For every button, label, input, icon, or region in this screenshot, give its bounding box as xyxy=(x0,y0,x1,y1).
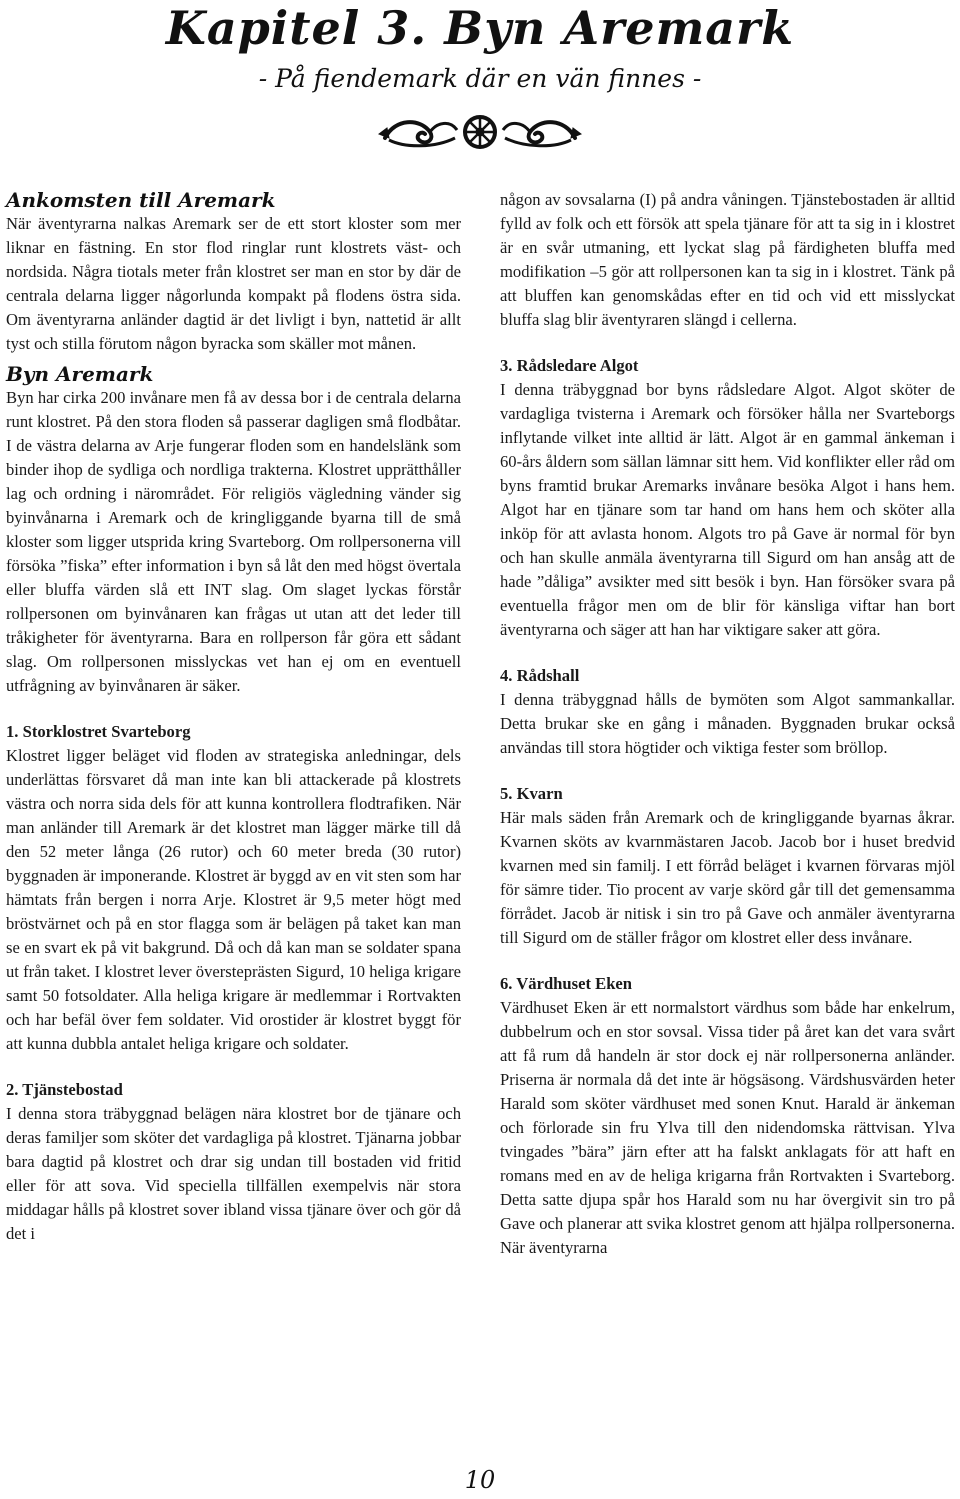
page-number: 10 xyxy=(464,1466,496,1494)
ornament-divider-icon xyxy=(375,108,585,156)
chapter-title: Kapitel 3. Byn Aremark xyxy=(165,1,795,55)
paragraph-location-2a: I denna stora träbyggnad belägen nära klostret bor de tjänare och deras familjer som sköter det vardagliga på klostret. Tjänarna jobbar bara dagtid på klostret och drar sig undan till bostaden vid fritid eller för att sova. Vid speciella tillfällen exempelvis när stora middagar hålls på klostret sover ibland vissa tjänare över och gör då det i xyxy=(6,1104,461,1243)
chapter-subtitle: - På fiendemark där en vän finnes - xyxy=(258,64,702,93)
paragraph-location-1: Klostret ligger beläget vid floden av strategiska anledningar, dels underlättas försvaret då man inte kan bli attackerade på klostrets västra och norra sida dels för att kunna kontrollera flodtrafiken. När man anländer till Aremark är det klostret man lägger märke till då den 52 meter långa (26 rutor) och 60 meter breda (30 rutor) byggnaden är imponerande. Klostret är byggd av en vit sten som har hämtats från bergen i norra Arje. Klostret är 9,5 meter högt med bröstvärnet och på en stor flagga som är belägen på taket kan man se en svart ek på vit bakgrund. Då och då kan man se soldater spana ut från taket. I klostret lever översteprästen Sigurd, 10 heliga krigare samt 50 fotsoldater. Alla heliga krigare är medlemmar i Rortvakten och har befäl över fem soldater. Vid orostider är klostret byggt för att kunna dubbla antalet heliga krigare och soldater. xyxy=(6,746,461,1053)
paragraph-village: Byn har cirka 200 invånare men få av dessa bor i de centrala delarna runt klostret. På den stora floden så passerar dagligen små flodbåtar. I de västra delarna av Arje fungerar floden som en handelslänk som binder ihop de sydliga och nordliga trakterna. Klostret upprätthåller lag och ordning i närområdet. För religiös vägledning vänder sig byinvånarna i Aremark och de kringliggande byarna till de små kloster som ligger utsprida kring Svarteborg. Om rollpersonerna vill försöka ”fiska” efter information i byn så låt den med högst övertala eller bluffa värden slå ett INT slag. Om slaget lyckas förstår rollpersonen om byinvånaren kan frågas ut utan att det leder till tråkigheter för äventyrarna. Bara en rollperson får göra ett sådant slag. Om rollpersonen misslyckas vet han ej om en eventuell utfrågning av byinvånaren är säker. xyxy=(6,388,461,695)
location-heading-1: 1. Storklostret Svarteborg xyxy=(6,722,191,741)
section-heading-arrival: Ankomsten till Aremark xyxy=(6,188,276,212)
paragraph-arrival: När äventyrarna nalkas Aremark ser de ett stort kloster som mer liknar en fästning. En stor flod ringlar runt klostrets väst- och nordsida. Några tiotals meter från klostret ser man en stor by där de centrala delarna ligger någorlunda kompakt på flodens östra sida. Om äventyrarna anländer dagtid är det livligt i byn, nattetid är allt tyst och stilla förutom någon byracka som skäller mot månen. xyxy=(6,214,461,353)
right-column xyxy=(500,188,955,1260)
location-heading-4: 4. Rådshall xyxy=(500,666,580,685)
location-heading-5: 5. Kvarn xyxy=(500,784,563,803)
location-heading-2: 2. Tjänstebostad xyxy=(6,1080,123,1099)
paragraph-location-6: Värdhuset Eken är ett normalstort värdhus som både har enkelrum, dubbelrum och en stor sovsal. Vissa tider på året kan det vara svårt att få rum då handeln är stor dock ej när rollpersonerna anländer. Priserna är normala då det inte är högsäsong. Värdshusvärden heter Harald som sköter värdhuset med sonen Knut. Harald är änkeman och förlorade sin fru Ylva till den nidendomska rättvisan. Ylva tvingades ”bära” järn efter att ha falskt anklagats för att haft en romans med en av de heliga krigarna från Rortvakten i Svarteborg. Detta satte djupa spår hos Harald som nu har övergivit sin tro på Gave och planerar att svika klostret genom att hjälpa rollpersonerna. När äventyrarna xyxy=(500,998,955,1257)
left-column xyxy=(6,188,461,1246)
location-heading-6: 6. Värdhuset Eken xyxy=(500,974,633,993)
location-heading-3: 3. Rådsledare Algot xyxy=(500,356,639,375)
section-heading-village: Byn Aremark xyxy=(6,362,154,386)
paragraph-location-5: Här mals säden från Aremark och de kringliggande byarnas åkrar. Kvarnen sköts av kvarnmästaren Jacob. Jacob bor i huset bredvid kvarnen med sin familj. I ett förråd beläget i kvarnen förvaras mjöl för sämre tider. Tio procent av varje skörd går till det gemensamma förrådet. Jacob är nitisk i sin tro på Gave och anmäler äventyrarna till Sigurd om de ställer frågor om klostret eller dess invånare. xyxy=(500,808,955,947)
paragraph-location-2b: någon av sovsalarna (I) på andra våningen. Tjänstebostaden är alltid fylld av folk och ett försök att spela tjänare för att ta sig in i klostret är en svår utmaning, ett lyckat slag på färdigheten bluffa med modifikation –5 gör att rollpersonen kan ta sig in i klostret. Tänk på att bluffen kan genomskådas efter en tid och vid ett misslyckat bluffa slag blir äventyraren slängd i cellerna. xyxy=(500,190,955,329)
paragraph-location-4: I denna träbyggnad hålls de bymöten som Algot sammankallar. Detta brukar ske en gång i månaden. Byggnaden brukar också användas till stora högtider och viktiga fester som bröllop. xyxy=(500,690,955,757)
paragraph-location-3: I denna träbyggnad bor byns rådsledare Algot. Algot sköter de vardagliga tvisterna i Aremark och försöker hålla ner Svarteborgs inflytande vilket inte alltid är lätt. Algot är en gammal änkeman i 60-års åldern som sällan lämnar sitt hem. Vid konflikter eller råd om byns framtid brukar Aremarks invånare besöka Algot i hans hem. Algot har en tjänare som tar hand om hans hem och sköter alla inköp för att avlasta honom. Algots tro på Gave är normal för byn och han skulle anmäla äventyrarna till Sigurd om han ansåg att de hade ”dåliga” avsikter med sitt besök i byn. Han försöker svara på eventuella frågor men om de blir för känsliga viftar han bort äventyrarna och säger att han har viktigare saker att göra. xyxy=(500,380,955,639)
